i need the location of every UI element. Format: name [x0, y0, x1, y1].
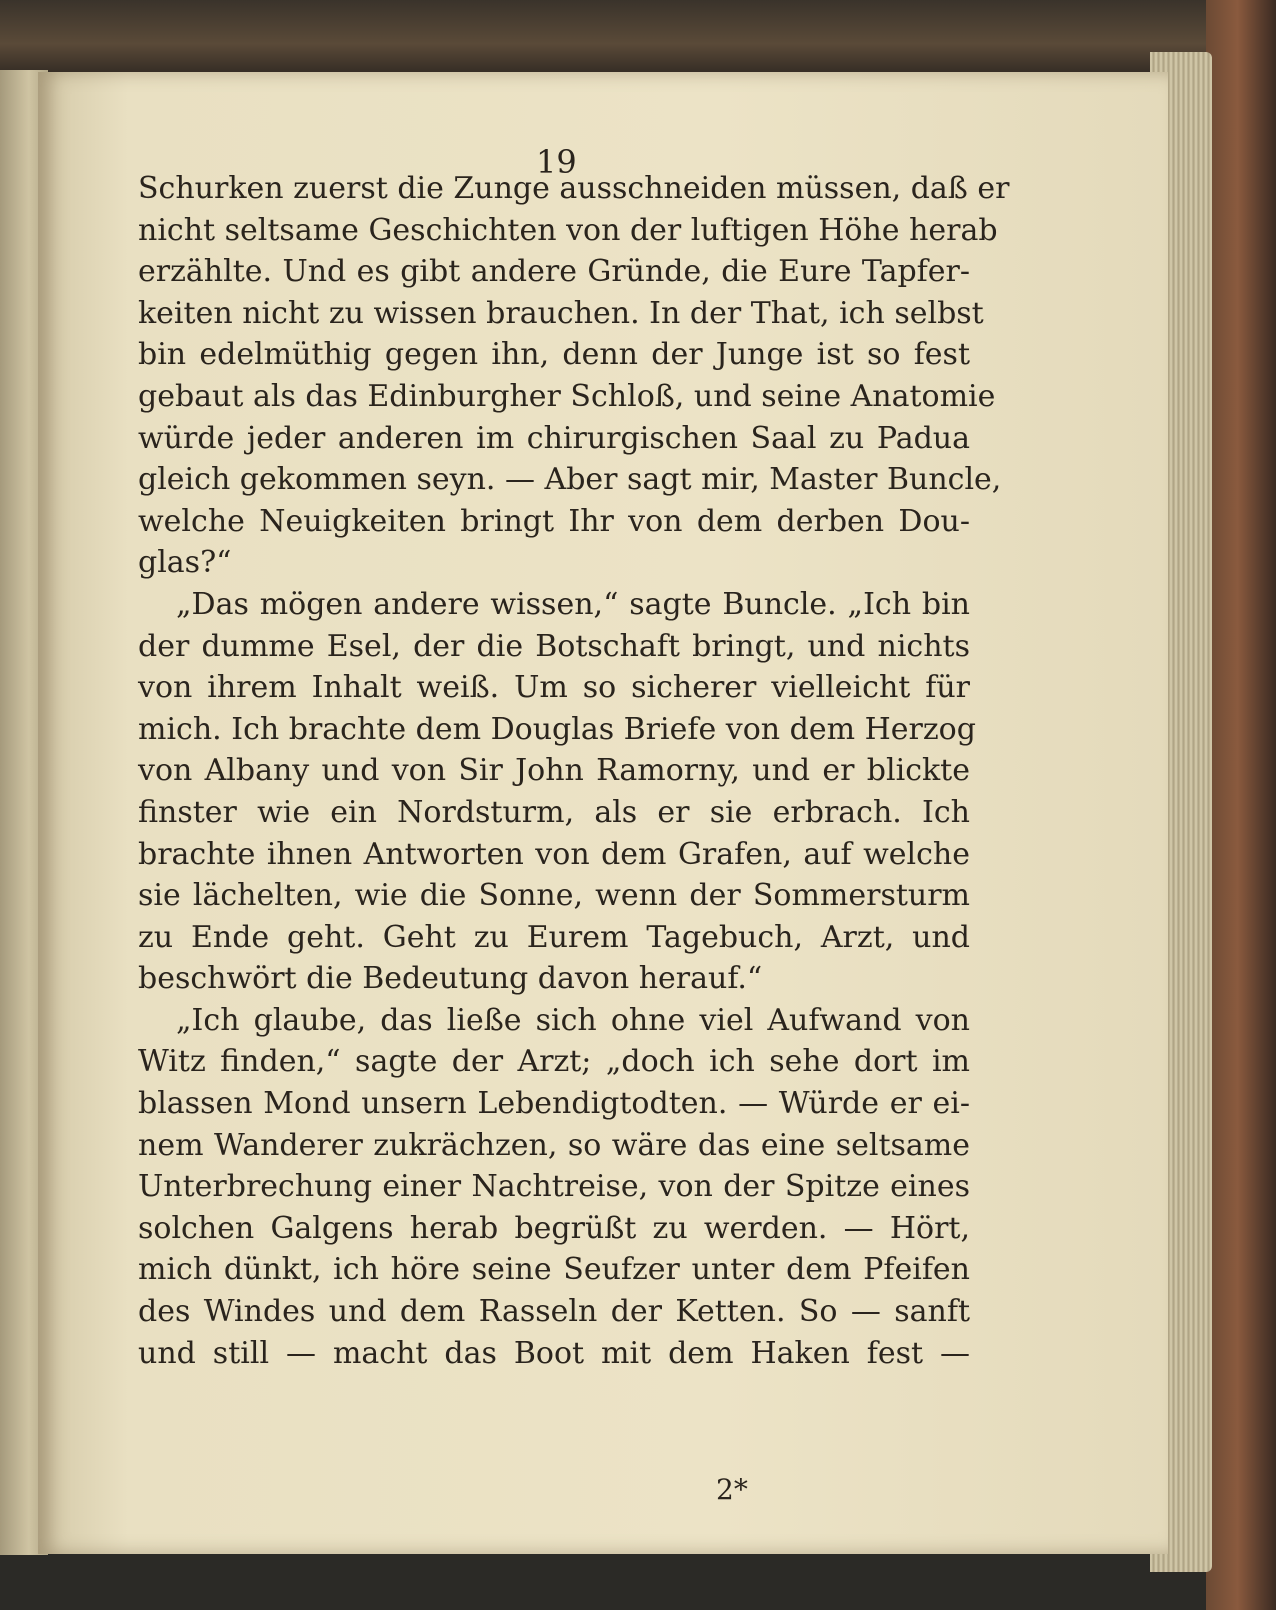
text-line: des Windes und dem Rasseln der Ketten. So — sanft	[138, 1294, 970, 1330]
text-line: finster wie ein Nordsturm, als er sie erbrach. Ich	[138, 794, 970, 830]
text-line: und still — macht das Boot mit dem Haken fest —	[138, 1335, 970, 1371]
text-line: würde jeder anderen im chirurgischen Saal zu Padua	[138, 420, 970, 456]
body-text	[138, 168, 1010, 1374]
text-line: brachte ihnen Antworten von dem Grafen, auf welche	[138, 836, 970, 872]
text-line: gebaut als das Edinburgher Schloß, und seine Anatomie	[138, 378, 996, 414]
text-line: solchen Galgens herab begrüßt zu werden. — Hört,	[138, 1210, 970, 1246]
text-line: welche Neuigkeiten bringt Ihr von dem derben Dou-	[138, 503, 970, 539]
text-line: mich. Ich brachte dem Douglas Briefe von dem Herzog	[138, 711, 976, 747]
text-line: beschwört die Bedeutung davon herauf.“	[138, 961, 763, 997]
text-line: keiten nicht zu wissen brauchen. In der That, ich selbst	[138, 295, 984, 331]
signature-mark: 2*	[716, 1473, 748, 1506]
text-line: blassen Mond unsern Lebendigtodten. — Würde er ei-	[138, 1086, 970, 1122]
text-line: nem Wanderer zukrächzen, so wäre das eine seltsame	[138, 1127, 970, 1163]
text-line: der dumme Esel, der die Botschaft bringt, und nichts	[138, 628, 970, 664]
text-line: von Albany und von Sir John Ramorny, und er blickte	[138, 753, 970, 789]
text-line: „Das mögen andere wissen,“ sagte Buncle. „Ich bin	[176, 586, 970, 622]
book-cover-right	[1206, 0, 1276, 1610]
text-line: zu Ende geht. Geht zu Eurem Tagebuch, Arzt, und	[138, 919, 970, 955]
text-line: von ihrem Inhalt weiß. Um so sicherer vielleicht für	[138, 670, 970, 706]
text-line: sie lächelten, wie die Sonne, wenn der Sommersturm	[138, 878, 970, 914]
book-cover-top	[0, 0, 1276, 80]
text-line: mich dünkt, ich höre seine Seufzer unter dem Pfeifen	[138, 1252, 970, 1288]
text-line: „Ich glaube, das ließe sich ohne viel Aufwand von	[176, 1002, 970, 1038]
text-line: Unterbrechung einer Nachtreise, von der Spitze eines	[138, 1169, 970, 1205]
text-line: Schurken zuerst die Zunge ausschneiden müssen, daß er	[138, 171, 1010, 206]
text-line: gleich gekommen seyn. — Aber sagt mir, Master Buncle,	[138, 462, 1002, 498]
text-line: glas?“	[138, 545, 232, 581]
text-line: nicht seltsame Geschichten von der luftigen Höhe herab	[138, 212, 998, 248]
text-line: erzählte. Und es gibt andere Gründe, die Eure Tapfer-	[138, 254, 970, 290]
page-number: 19	[536, 143, 577, 181]
text-line: Witz finden,“ sagte der Arzt; „doch ich sehe dort im	[138, 1044, 970, 1080]
text-line: bin edelmüthig gegen ihn, denn der Junge ist so fest	[138, 337, 970, 373]
